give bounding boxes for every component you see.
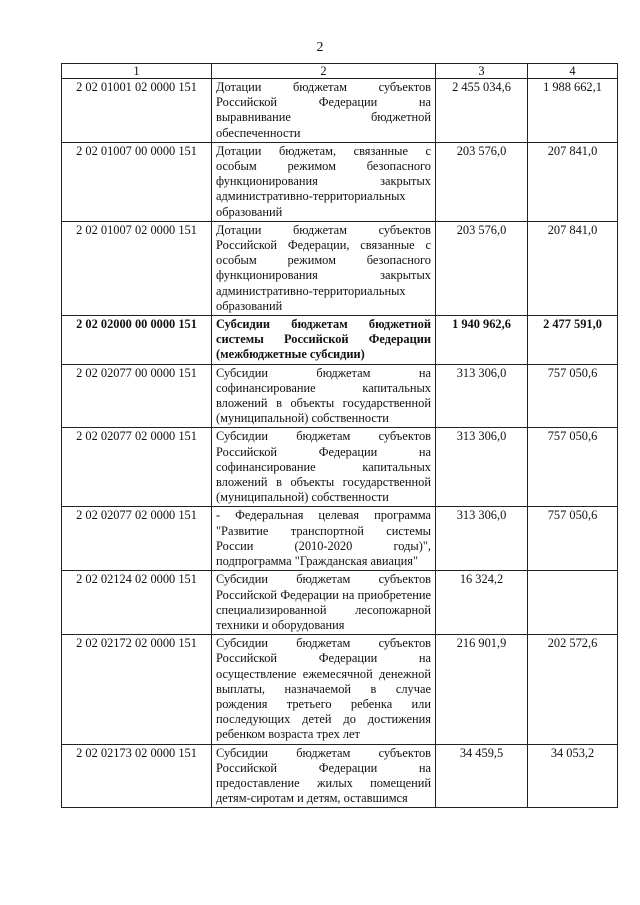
amount-column-3: 2 455 034,6 [436, 79, 528, 143]
budget-code: 2 02 02172 02 0000 151 [62, 635, 212, 744]
amount-column-3: 1 940 962,6 [436, 316, 528, 365]
amount-column-3: 16 324,2 [436, 571, 528, 635]
amount-column-4: 207 841,0 [528, 142, 618, 221]
amount-column-3: 313 306,0 [436, 364, 528, 428]
column-header-3: 3 [436, 64, 528, 79]
amount-column-4 [528, 571, 618, 635]
revenue-description: Дотации бюджетам субъектов Российской Федерации, связанные с особым режимом безопасного функционирования закрытых административно-территориальных образований [212, 221, 436, 315]
revenue-description: Субсидии бюджетам субъектов Российской Федерации на осуществление ежемесячной денежной выплаты, назначаемой в случае рождения третьего ребенка или последующих детей до достижения ребенком возраста трех лет [212, 635, 436, 744]
amount-column-4: 757 050,6 [528, 507, 618, 571]
revenue-description: Субсидии бюджетам субъектов Российской Федерации на приобретение специализированной лесопожарной техники и оборудования [212, 571, 436, 635]
table-row [62, 428, 618, 507]
amount-column-3: 313 306,0 [436, 507, 528, 571]
budget-table [61, 63, 618, 808]
table-row [62, 79, 618, 143]
column-header-1: 1 [62, 64, 212, 79]
amount-column-3: 203 576,0 [436, 221, 528, 315]
revenue-description: Дотации бюджетам, связанные с особым режимом безопасного функционирования закрытых административно-территориальных образований [212, 142, 436, 221]
table-row [62, 635, 618, 744]
amount-column-3: 203 576,0 [436, 142, 528, 221]
amount-column-4: 207 841,0 [528, 221, 618, 315]
table-row [62, 142, 618, 221]
revenue-description: - Федеральная целевая программа "Развитие транспортной системы России (2010-2020 годы)", подпрограмма "Гражданская авиация" [212, 507, 436, 571]
table-header-row [62, 64, 618, 79]
budget-code: 2 02 02077 02 0000 151 [62, 507, 212, 571]
revenue-description: Субсидии бюджетам на софинансирование капитальных вложений в объекты государственной (муниципальной) собственности [212, 364, 436, 428]
amount-column-4: 757 050,6 [528, 428, 618, 507]
revenue-description: Субсидии бюджетам бюджетной системы Российской Федерации (межбюджетные субсидии) [212, 316, 436, 365]
budget-code: 2 02 01007 00 0000 151 [62, 142, 212, 221]
amount-column-4: 2 477 591,0 [528, 316, 618, 365]
amount-column-3: 313 306,0 [436, 428, 528, 507]
budget-code: 2 02 02077 00 0000 151 [62, 364, 212, 428]
budget-code: 2 02 02077 02 0000 151 [62, 428, 212, 507]
amount-column-4: 1 988 662,1 [528, 79, 618, 143]
budget-code: 2 02 02124 02 0000 151 [62, 571, 212, 635]
amount-column-4: 202 572,6 [528, 635, 618, 744]
budget-code: 2 02 02000 00 0000 151 [62, 316, 212, 365]
revenue-description: Дотации бюджетам субъектов Российской Федерации на выравнивание бюджетной обеспеченности [212, 79, 436, 143]
amount-column-4: 34 053,2 [528, 744, 618, 808]
amount-column-3: 34 459,5 [436, 744, 528, 808]
table-row-subtotal [62, 316, 618, 365]
table-row [62, 571, 618, 635]
revenue-description: Субсидии бюджетам субъектов Российской Федерации на софинансирование капитальных вложений в объекты государственной (муниципальной) собственности [212, 428, 436, 507]
revenue-description: Субсидии бюджетам субъектов Российской Федерации на предоставление жилых помещений детям-сиротам и детям, оставшимся [212, 744, 436, 808]
budget-code: 2 02 02173 02 0000 151 [62, 744, 212, 808]
page-number: 2 [316, 40, 324, 55]
table-row [62, 507, 618, 571]
table-row [62, 744, 618, 808]
table-row [62, 364, 618, 428]
amount-column-3: 216 901,9 [436, 635, 528, 744]
amount-column-4: 757 050,6 [528, 364, 618, 428]
budget-code: 2 02 01001 02 0000 151 [62, 79, 212, 143]
table-row [62, 221, 618, 315]
budget-code: 2 02 01007 02 0000 151 [62, 221, 212, 315]
column-header-2: 2 [212, 64, 436, 79]
column-header-4: 4 [528, 64, 618, 79]
